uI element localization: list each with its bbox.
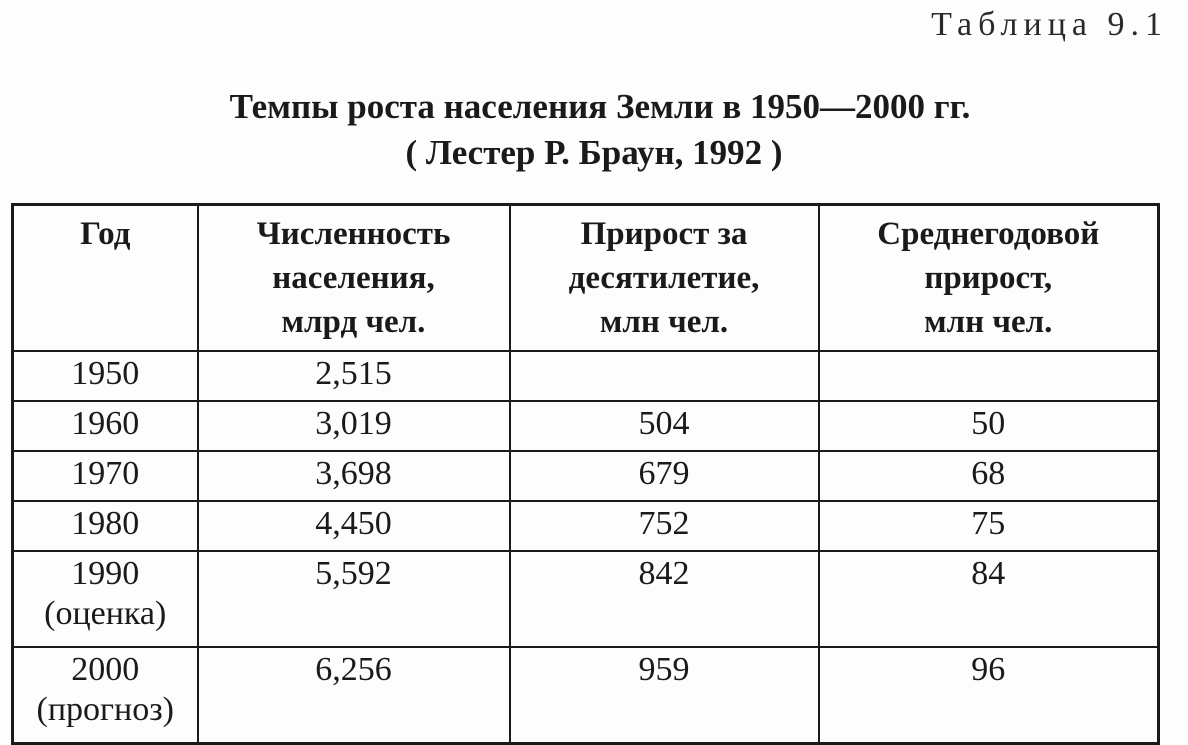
year-value: 1950 — [71, 355, 140, 392]
cell-decade-increase: 842 — [510, 551, 819, 647]
cell-annual-increase: 50 — [819, 401, 1159, 451]
year-value: 2000 — [71, 651, 140, 688]
header-decade-increase — [510, 205, 819, 352]
cell-decade-increase: 679 — [510, 451, 819, 501]
header-annual-increase — [819, 205, 1159, 352]
cell-annual-increase — [819, 351, 1159, 401]
header-decade-increase-line: десятилетие, — [568, 260, 760, 296]
header-population-line: населения, — [272, 260, 435, 296]
header-decade-increase-line: млн чел. — [599, 304, 729, 340]
cell-year — [13, 451, 198, 501]
header-population — [198, 205, 510, 352]
cell-year — [13, 501, 198, 551]
table-row — [13, 351, 1159, 401]
cell-year — [13, 351, 198, 401]
title-main: Темпы роста населения Земли в 1950—2000 гг. — [229, 87, 971, 126]
table-row — [13, 551, 1159, 647]
cell-population: 3,698 — [198, 451, 510, 501]
table-row — [13, 647, 1159, 744]
cell-annual-increase: 75 — [819, 501, 1159, 551]
cell-decade-increase: 752 — [510, 501, 819, 551]
population-growth-table — [11, 203, 1160, 745]
table-header-row — [13, 205, 1159, 352]
header-year-line: Год — [80, 216, 131, 252]
year-value: 1980 — [71, 505, 140, 542]
year-value: 1990 — [71, 555, 140, 592]
cell-decade-increase: 959 — [510, 647, 819, 744]
header-decade-increase-line: Прирост за — [580, 216, 748, 252]
year-note: (прогноз) — [36, 691, 174, 728]
header-annual-increase-line: млн чел. — [924, 304, 1053, 340]
header-population-line: Численность — [256, 216, 451, 252]
cell-population: 2,515 — [198, 351, 510, 401]
title-source: ( Лестер Р. Браун, 1992 ) — [405, 133, 783, 172]
header-annual-increase-line: прирост, — [924, 260, 1053, 296]
year-value: 1960 — [71, 405, 140, 442]
cell-annual-increase: 96 — [819, 647, 1159, 744]
cell-annual-increase: 68 — [819, 451, 1159, 501]
cell-annual-increase: 84 — [819, 551, 1159, 647]
table-row — [13, 451, 1159, 501]
cell-decade-increase — [510, 351, 819, 401]
year-note: (оценка) — [44, 595, 167, 632]
cell-population: 4,450 — [198, 501, 510, 551]
table-title — [0, 84, 1188, 176]
cell-year — [13, 551, 198, 647]
header-population-line: млрд чел. — [281, 304, 426, 340]
cell-year — [13, 401, 198, 451]
year-value: 1970 — [71, 455, 140, 492]
table-row — [13, 401, 1159, 451]
cell-year — [13, 647, 198, 744]
cell-decade-increase: 504 — [510, 401, 819, 451]
table-number: Таблица 9.1 — [931, 6, 1168, 43]
cell-population: 3,019 — [198, 401, 510, 451]
table-row — [13, 501, 1159, 551]
header-year — [13, 205, 198, 352]
header-annual-increase-line: Среднегодовой — [877, 216, 1100, 252]
cell-population: 5,592 — [198, 551, 510, 647]
cell-population: 6,256 — [198, 647, 510, 744]
